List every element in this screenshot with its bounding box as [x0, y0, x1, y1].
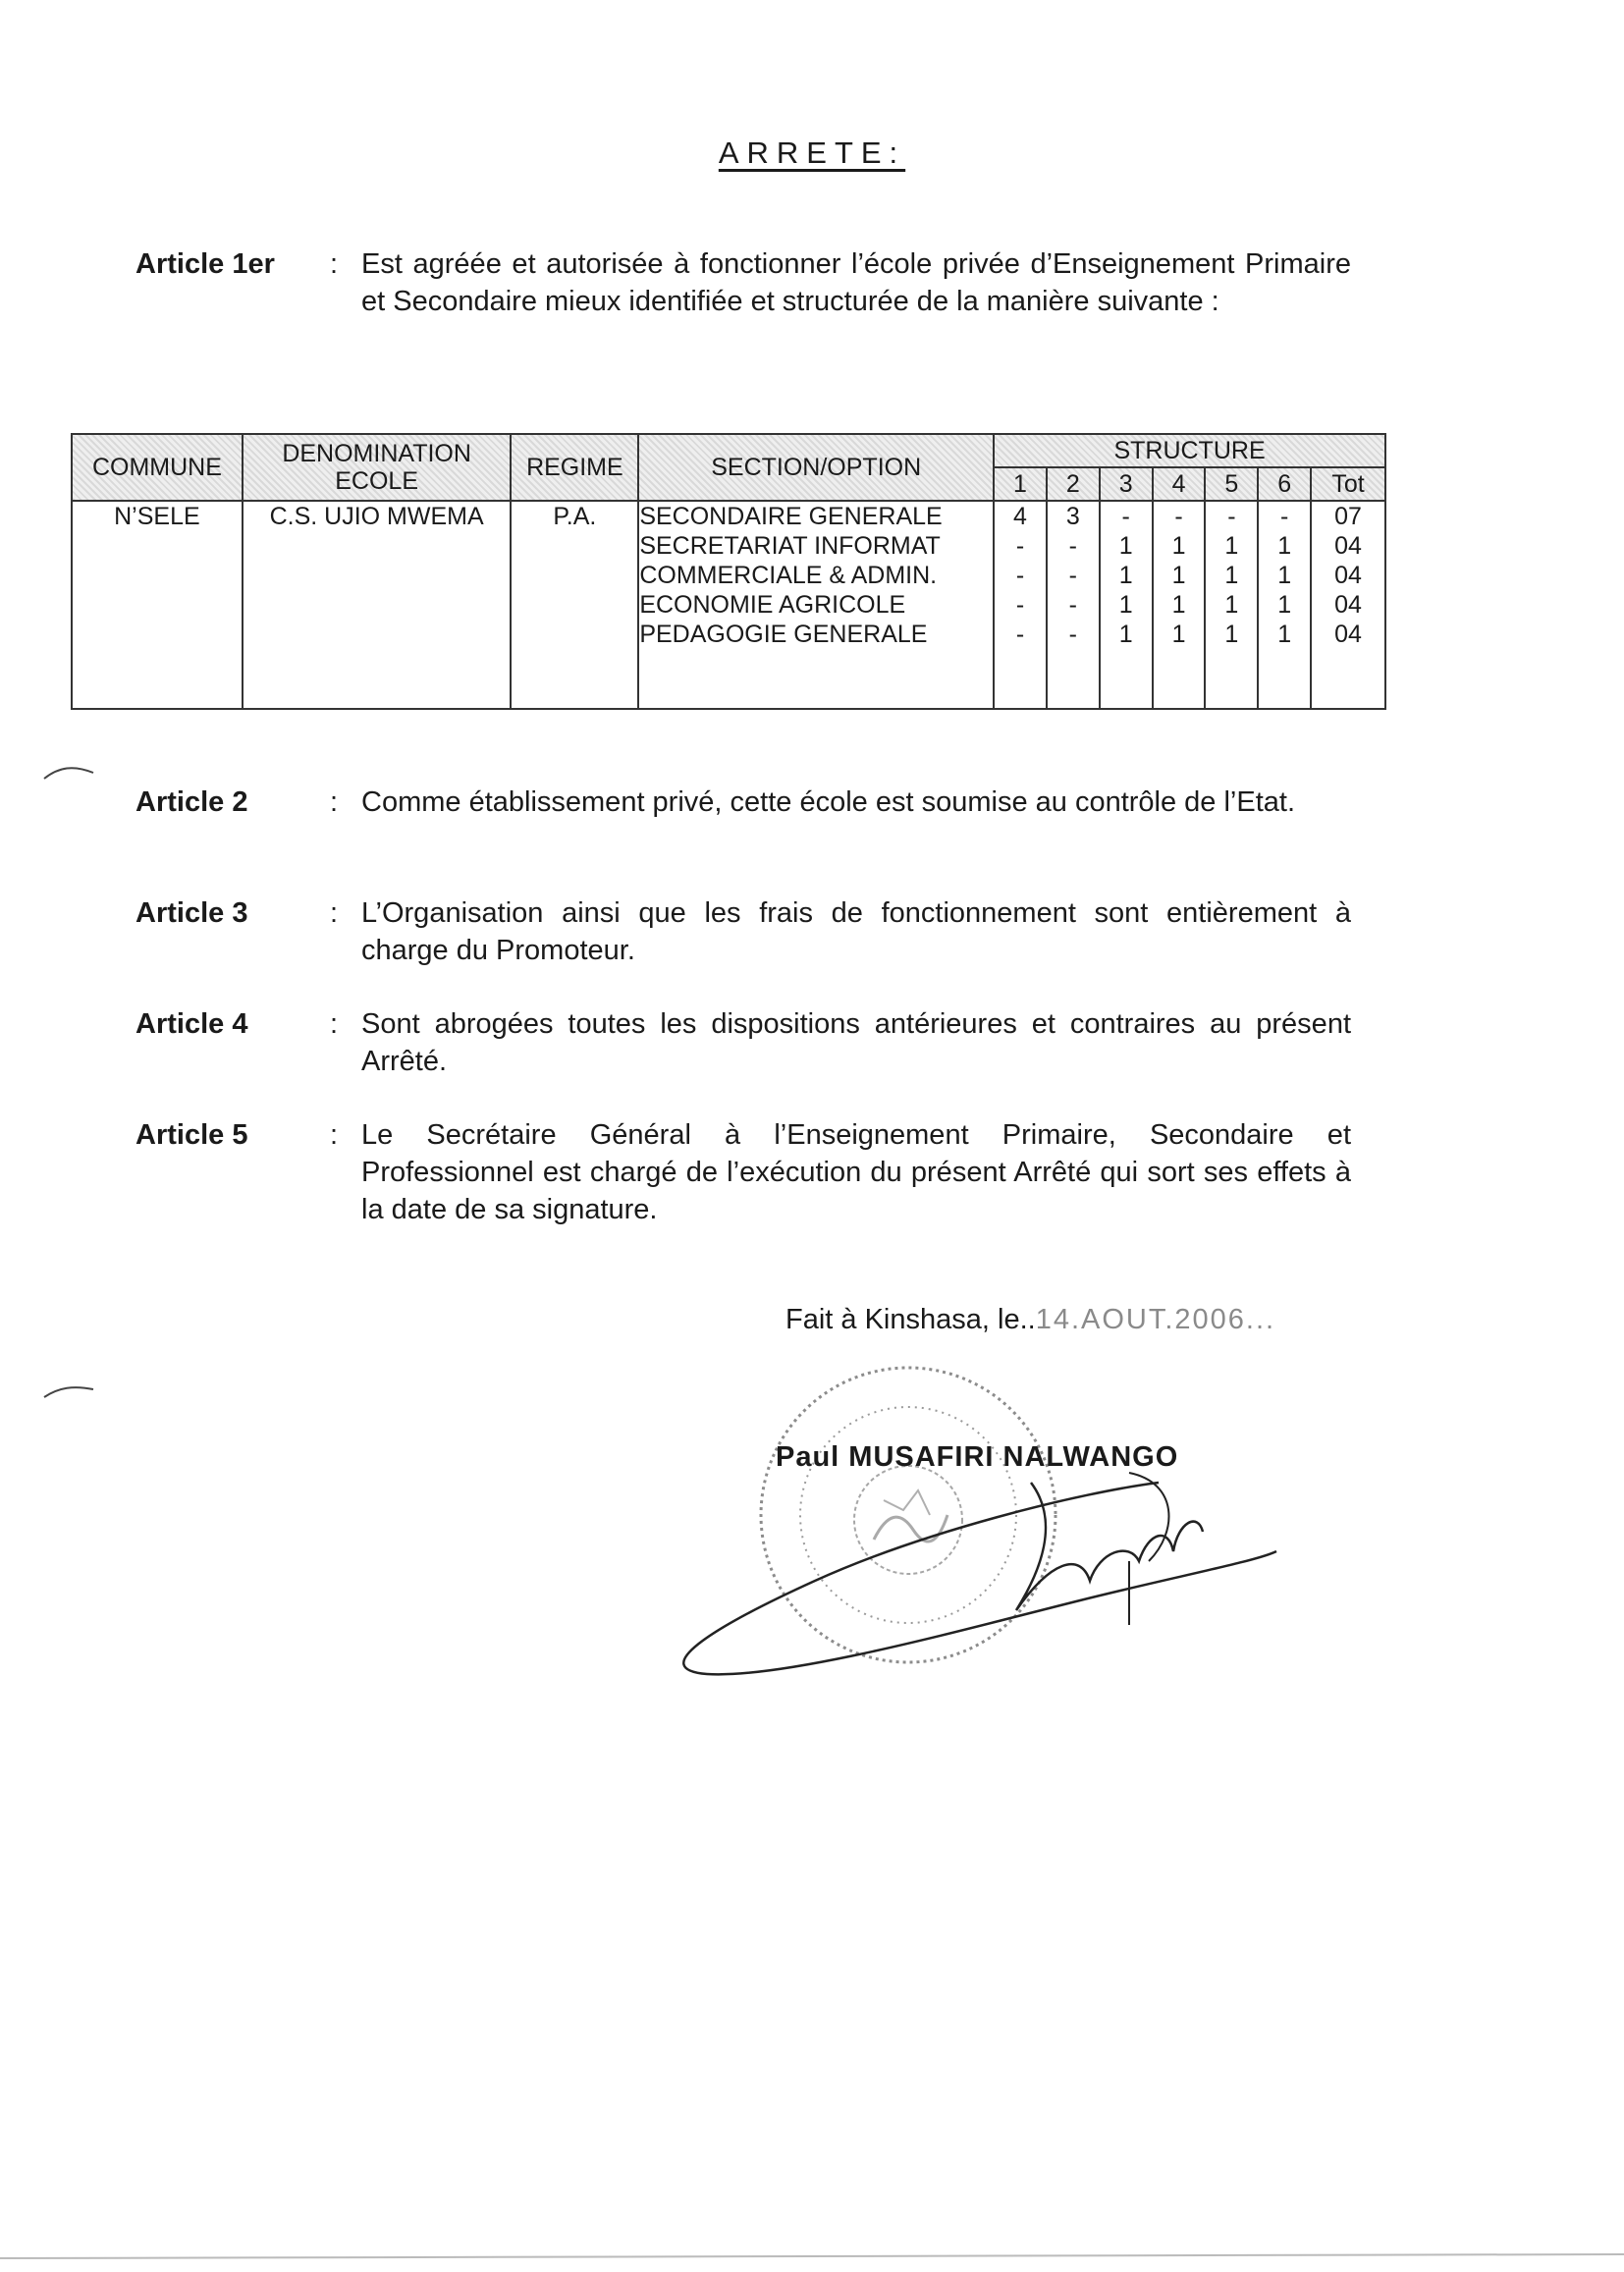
header-commune: COMMUNE — [72, 434, 243, 501]
article-colon: : — [330, 1119, 339, 1151]
cell-col-5 — [1205, 501, 1258, 709]
article-text: Sont abrogées toutes les dispositions antérieures et contraires au présent Arrêté. — [361, 1008, 1351, 1077]
section-item: PEDAGOGIE GENERALE — [639, 621, 928, 648]
header-denomination: DENOMINATION ECOLE — [243, 434, 512, 501]
scan-mark-icon — [39, 1379, 98, 1403]
cell-col-4 — [1153, 501, 1206, 709]
value: 04 — [1334, 591, 1362, 619]
value: - — [1280, 503, 1289, 530]
place-text: Fait à Kinshasa, le.. — [785, 1304, 1036, 1335]
school-structure-table — [71, 433, 1386, 710]
value: 04 — [1334, 562, 1362, 589]
cell-sections — [638, 501, 994, 709]
article-label: Article 3 — [135, 897, 248, 929]
value: - — [1068, 621, 1077, 648]
value: 07 — [1334, 503, 1362, 530]
value: 1 — [1224, 532, 1239, 560]
value: - — [1068, 591, 1077, 619]
value: - — [1015, 621, 1025, 648]
value: 1 — [1224, 621, 1239, 648]
article-colon: : — [330, 248, 339, 280]
value: 1 — [1118, 621, 1133, 648]
cell-col-6 — [1258, 501, 1311, 709]
value: 1 — [1277, 591, 1292, 619]
article-colon: : — [330, 786, 339, 818]
value: - — [1227, 503, 1236, 530]
value: - — [1068, 562, 1077, 589]
header-col: 6 — [1258, 467, 1311, 501]
value: 1 — [1118, 532, 1133, 560]
article-colon: : — [330, 1008, 339, 1040]
value: 1 — [1118, 562, 1133, 589]
article-label: Article 1er — [135, 248, 275, 280]
header-col: 5 — [1205, 467, 1258, 501]
header-section-option: SECTION/OPTION — [638, 434, 994, 501]
cell-col-1 — [994, 501, 1047, 709]
cell-col-3 — [1100, 501, 1153, 709]
value: 1 — [1277, 562, 1292, 589]
header-col: 3 — [1100, 467, 1153, 501]
value: 04 — [1334, 621, 1362, 648]
table-row — [72, 501, 1385, 709]
scan-mark-icon — [39, 761, 98, 784]
section-item: SECONDAIRE GENERALE — [639, 503, 943, 530]
value: 1 — [1224, 591, 1239, 619]
signatory-name: Paul MUSAFIRI NALWANGO — [776, 1441, 1179, 1473]
header-structure: STRUCTURE — [994, 434, 1385, 467]
header-col: 1 — [994, 467, 1047, 501]
place-date-line — [785, 1304, 1275, 1336]
handwritten-signature-icon — [668, 1414, 1296, 1708]
value: 1 — [1277, 621, 1292, 648]
document-title: ARRETE: — [718, 135, 906, 170]
article-colon: : — [330, 897, 339, 929]
cell-col-2 — [1047, 501, 1100, 709]
value: 04 — [1334, 532, 1362, 560]
value: - — [1015, 562, 1025, 589]
header-col-total: Tot — [1311, 467, 1385, 501]
value: 1 — [1277, 532, 1292, 560]
value: 1 — [1171, 562, 1186, 589]
value: - — [1174, 503, 1183, 530]
value: - — [1015, 591, 1025, 619]
value: 1 — [1171, 591, 1186, 619]
value: - — [1121, 503, 1130, 530]
cell-col-total — [1311, 501, 1385, 709]
value: - — [1015, 532, 1025, 560]
value: 3 — [1065, 503, 1080, 530]
article-text: Est agréée et autorisée à fonctionner l’école privée d’Enseignement Primaire et Secondaire mieux identifiée et structurée de la manière suivante : — [361, 248, 1351, 317]
value: 1 — [1118, 591, 1133, 619]
section-item: ECONOMIE AGRICOLE — [639, 591, 906, 619]
article-label: Article 5 — [135, 1119, 248, 1151]
article-label: Article 2 — [135, 786, 248, 818]
value: 4 — [1013, 503, 1027, 530]
article-text: Comme établissement privé, cette école est soumise au contrôle de l’Etat. — [361, 786, 1296, 818]
scan-edge-line-icon — [0, 2248, 1624, 2262]
handwritten-date: 14.AOUT.2006... — [1035, 1304, 1276, 1335]
article-label: Article 4 — [135, 1008, 248, 1040]
header-col: 2 — [1047, 467, 1100, 501]
cell-denomination: C.S. UJIO MWEMA — [243, 501, 512, 709]
value: - — [1068, 532, 1077, 560]
cell-commune: N’SELE — [72, 501, 243, 709]
article-text: Le Secrétaire Général à l’Enseignement Primaire, Secondaire et Professionnel est chargé de l’exécution du présent Arrêté qui sort ses effets à la date de sa signature. — [361, 1119, 1351, 1225]
section-item: SECRETARIAT INFORMAT — [639, 532, 941, 560]
value: 1 — [1171, 532, 1186, 560]
section-item: COMMERCIALE & ADMIN. — [639, 562, 938, 589]
value: 1 — [1171, 621, 1186, 648]
cell-regime: P.A. — [511, 501, 638, 709]
value: 1 — [1224, 562, 1239, 589]
header-col: 4 — [1153, 467, 1206, 501]
header-regime: REGIME — [511, 434, 638, 501]
article-text: L’Organisation ainsi que les frais de fonctionnement sont entièrement à charge du Promoteur. — [361, 897, 1351, 966]
